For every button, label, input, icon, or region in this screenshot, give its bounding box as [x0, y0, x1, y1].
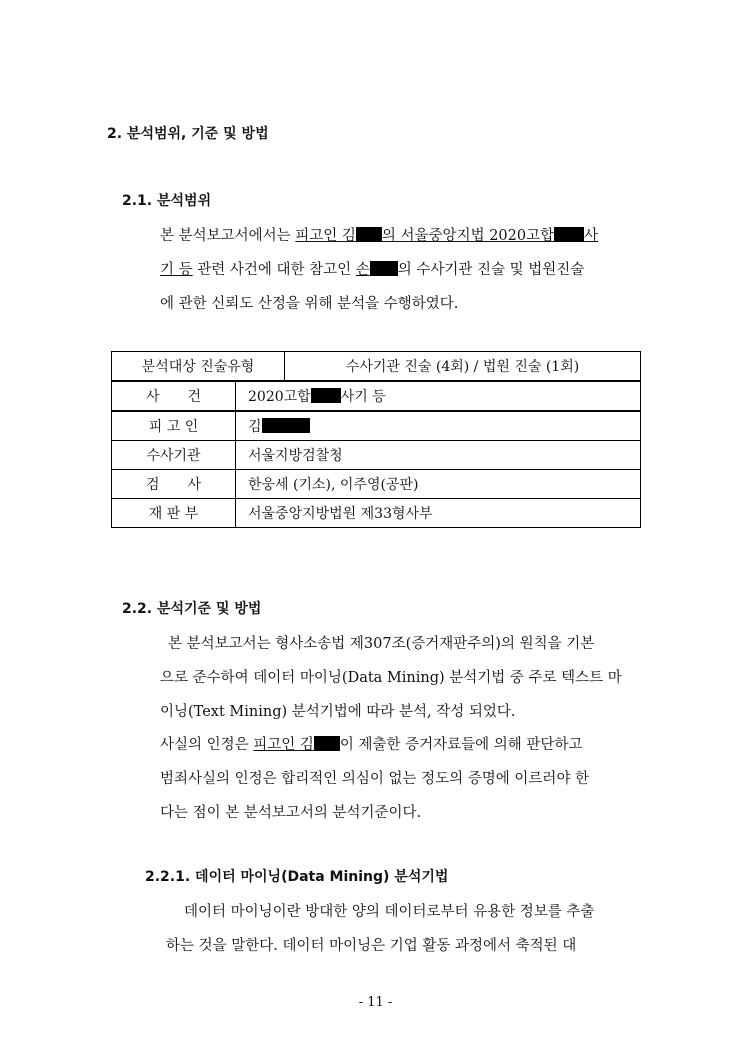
analysis-details-table	[111, 381, 641, 528]
para1-line2	[160, 258, 584, 279]
table-header-value: 수사기관 진술 (4회) / 법원 진술 (1회)	[285, 352, 641, 382]
table-row-label: 검 사	[112, 470, 236, 499]
para4-line1: 데이터 마이닝이란 방대한 양의 데이터로부터 유용한 정보를 추출	[184, 904, 595, 920]
table-header-row	[112, 352, 641, 382]
para1-witness-text: 손	[355, 262, 370, 278]
para1-underlined-case: 기 등	[160, 262, 193, 278]
table-row	[112, 470, 641, 499]
table-row-value	[236, 411, 641, 441]
para3-text: 사실의 인정은	[160, 737, 254, 753]
para3-line3: 다는 점이 본 분석보고서의 분석기준이다.	[160, 805, 422, 821]
para4-line2: 하는 것을 말한다. 데이터 마이닝은 기업 활동 과정에서 축적된 대	[166, 938, 577, 954]
redaction-box	[311, 388, 341, 403]
table-row-value: 서울중앙지방법원 제33형사부	[236, 499, 641, 528]
redaction-box	[262, 418, 310, 433]
para2-line1: 본 분석보고서는 형사소송법 제307조(증거재판주의)의 원칙을 기본	[168, 636, 595, 652]
table-row-label: 수사기관	[112, 441, 236, 470]
redaction-box	[370, 261, 398, 276]
para2-line3: 이닝(Text Mining) 분석기법에 따라 분석, 작성 되었다.	[160, 704, 516, 720]
table-row	[112, 499, 641, 528]
table-row-label: 사 건	[112, 382, 236, 412]
case-number-text: 2020고합	[248, 389, 311, 405]
section-heading-2-2-1: 2.2.1. 데이터 마이닝(Data Mining) 분석기법	[145, 869, 449, 885]
redaction-box	[356, 227, 382, 242]
section-heading-2-1: 2.1. 분석범위	[122, 193, 212, 209]
redaction-box	[314, 736, 340, 751]
para1-case-text: 의 서울중앙지법 2020고합	[381, 228, 555, 244]
table-row	[112, 441, 641, 470]
para1-line3: 에 관한 신뢰도 산정을 위해 분석을 수행하였다.	[160, 296, 459, 312]
para1-case-suffix: 사	[584, 228, 599, 244]
redaction-box	[554, 227, 584, 242]
table-row-label: 재 판 부	[112, 499, 236, 528]
table-row	[112, 382, 641, 412]
table-row-value	[236, 382, 641, 412]
para1-defendant-text: 피고인 김	[295, 228, 356, 244]
table-row	[112, 411, 641, 441]
para3-line2: 범죄사실의 인정은 합리적인 의심이 없는 정도의 증명에 이르러야 한	[160, 771, 590, 787]
para1-underlined-defendant	[295, 228, 598, 244]
table-header-label: 분석대상 진술유형	[112, 352, 285, 382]
para1-text: 관련 사건에 대한 참고인	[192, 262, 356, 278]
para1-text: 의 수사기관 진술 및 법원진술	[397, 262, 585, 278]
page-number: - 11 -	[358, 995, 393, 1010]
defendant-text: 김	[248, 419, 262, 435]
table-row-label: 피 고 인	[112, 411, 236, 441]
para3-underlined-defendant	[253, 737, 340, 753]
section-heading-2: 2. 분석범위, 기준 및 방법	[107, 126, 269, 142]
para3-defendant-text: 피고인 김	[253, 737, 314, 753]
para2-line2: 으로 준수하여 데이터 마이닝(Data Mining) 분석기법 중 주로 텍스트 마	[160, 670, 622, 686]
para1-underlined-witness	[356, 262, 398, 278]
table-row-value: 한웅세 (기소), 이주영(공판)	[236, 470, 641, 499]
table-row-value: 서울지방검찰청	[236, 441, 641, 470]
section-heading-2-2: 2.2. 분석기준 및 방법	[122, 601, 262, 617]
analysis-target-table	[111, 351, 641, 382]
case-type-text: 사기 등	[340, 389, 386, 405]
para1-text: 본 분석보고서에서는	[160, 228, 296, 244]
para1-line1	[160, 224, 598, 245]
para3-line1	[160, 733, 582, 754]
para3-text: 이 제출한 증거자료들에 의해 판단하고	[339, 737, 583, 753]
